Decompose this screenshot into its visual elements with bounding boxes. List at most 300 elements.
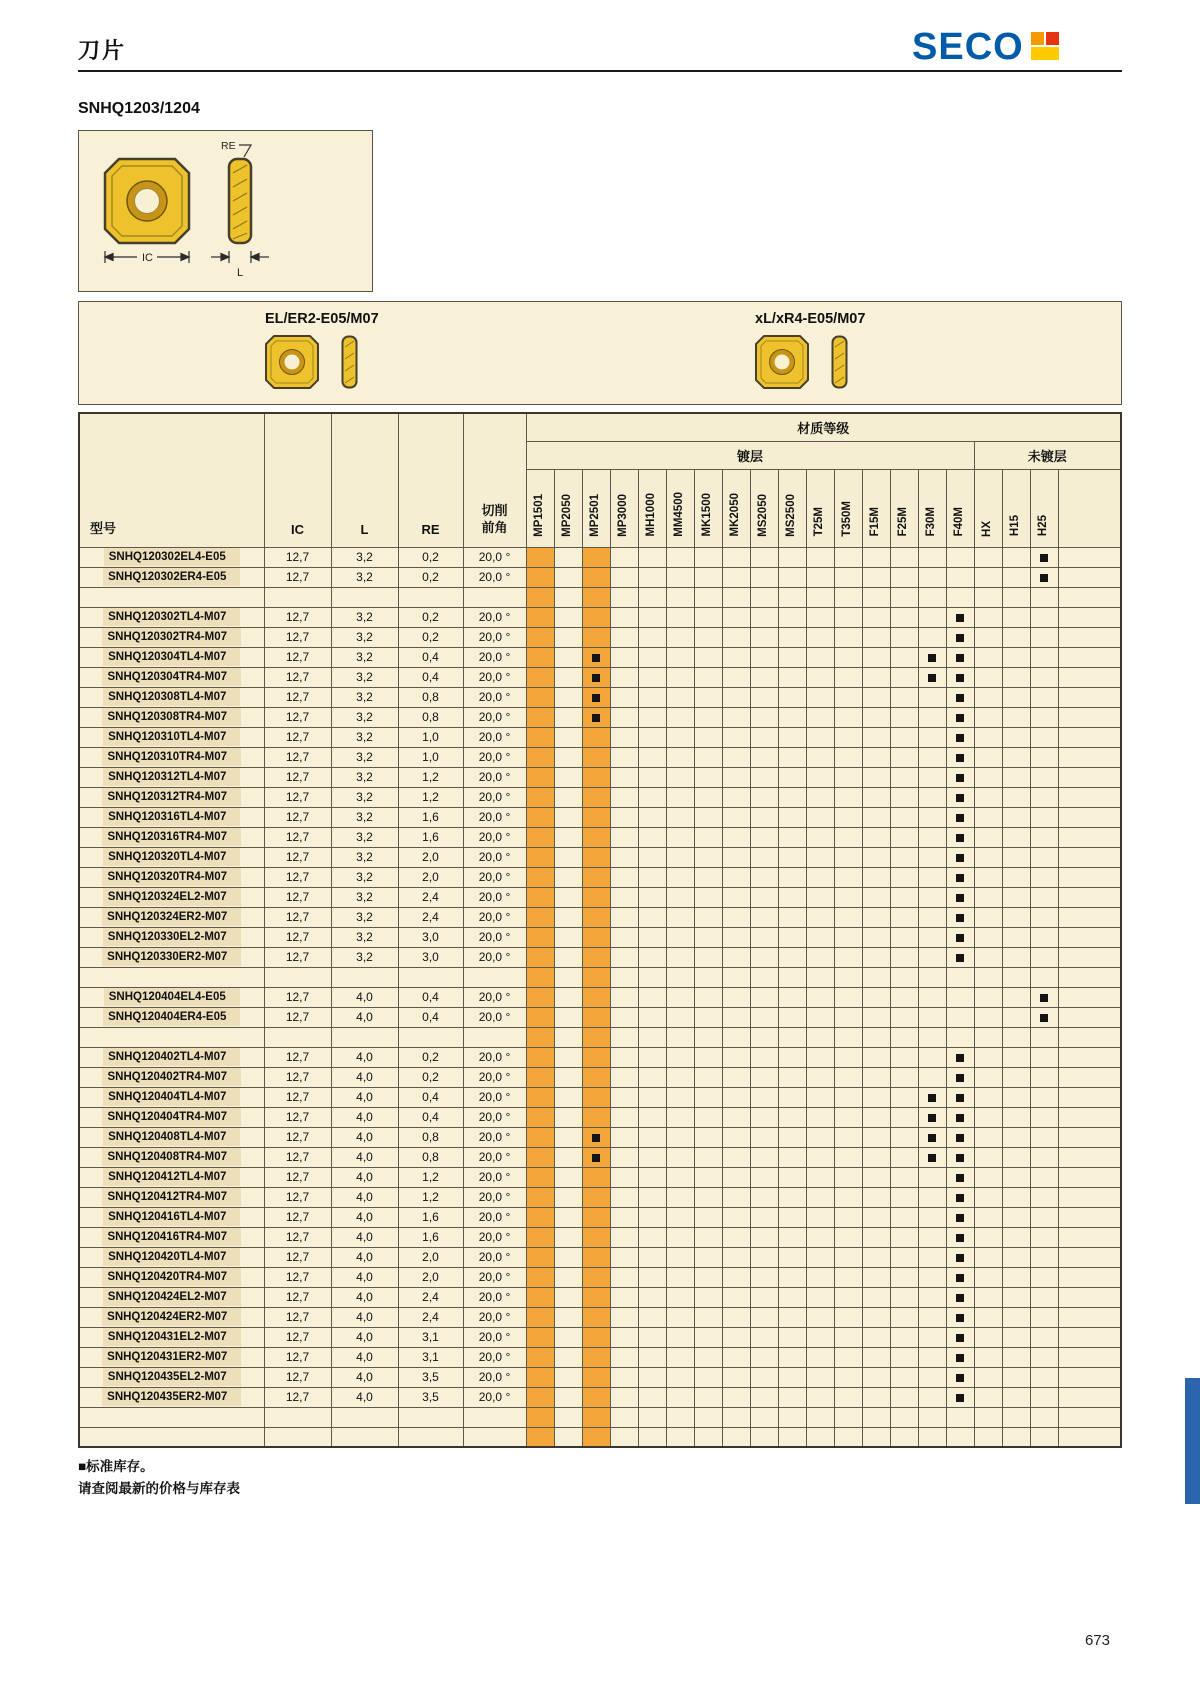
l-cell: 3,2 — [331, 887, 398, 907]
page-edge-tab — [1185, 1378, 1200, 1504]
stock-mark — [956, 1234, 964, 1242]
grade-cell-mk1500 — [694, 1227, 722, 1247]
grade-cell-f15m — [862, 687, 890, 707]
grade-cell-mk1500 — [694, 1387, 722, 1407]
grade-cell-mm4500 — [666, 887, 694, 907]
grade-cell-mh1000 — [638, 1127, 666, 1147]
angle-cell: 20,0 ° — [463, 907, 526, 927]
stock-mark — [928, 1114, 936, 1122]
model-cell — [79, 1247, 264, 1267]
grade-cell-t350m — [834, 1347, 862, 1367]
grade-cell-ms2500 — [778, 967, 806, 987]
grade-cell-f30m — [918, 547, 946, 567]
angle-cell — [463, 967, 526, 987]
grade-cell-f15m — [862, 1267, 890, 1287]
grade-cell-h15 — [1002, 547, 1030, 567]
grade-cell-mm4500 — [666, 1207, 694, 1227]
model-designation: SNHQ120316TR4-M07 — [102, 828, 241, 846]
filler-cell — [1058, 927, 1121, 947]
grade-cell-mp2501 — [582, 987, 610, 1007]
grade-cell-mh1000 — [638, 867, 666, 887]
filler-cell — [1058, 767, 1121, 787]
re-cell: 0,4 — [398, 1087, 463, 1107]
grade-cell-mp3000 — [610, 607, 638, 627]
grade-cell-h25 — [1030, 1067, 1058, 1087]
re-cell: 2,4 — [398, 1307, 463, 1327]
grade-cell-hx — [974, 1067, 1002, 1087]
grade-cell-h25 — [1030, 1207, 1058, 1227]
grade-cell-ms2050 — [750, 927, 778, 947]
grade-cell-mp3000 — [610, 707, 638, 727]
grade-cell-f15m — [862, 947, 890, 967]
grade-cell-hx — [974, 967, 1002, 987]
grade-cell-t350m — [834, 567, 862, 587]
grade-cell-hx — [974, 1347, 1002, 1367]
grade-cell-mp2501 — [582, 1047, 610, 1067]
grade-cell-mp1501 — [526, 687, 554, 707]
grade-cell-f25m — [890, 1207, 918, 1227]
variant-right-label: xL/xR4-E05/M07 — [755, 311, 866, 327]
ic-cell: 12,7 — [264, 1067, 331, 1087]
grade-col-header-mh1000 — [638, 469, 666, 547]
grade-cell-h25 — [1030, 1027, 1058, 1047]
ic-cell: 12,7 — [264, 1307, 331, 1327]
table-row — [79, 867, 1121, 887]
grade-cell-mm4500 — [666, 547, 694, 567]
table-row — [79, 627, 1121, 647]
grade-cell-mm4500 — [666, 1147, 694, 1167]
grade-cell-t25m — [806, 1047, 834, 1067]
grade-cell-t350m — [834, 847, 862, 867]
rake-angle-line2: 前角 — [481, 519, 508, 535]
grade-cell-mh1000 — [638, 687, 666, 707]
model-designation: SNHQ120404TL4-M07 — [103, 1088, 240, 1106]
l-cell: 4,0 — [331, 1327, 398, 1347]
angle-cell: 20,0 ° — [463, 1247, 526, 1267]
grade-cell-f15m — [862, 1007, 890, 1027]
grade-cell-mh1000 — [638, 1307, 666, 1327]
grade-cell-mk2050 — [722, 1127, 750, 1147]
grade-cell-t350m — [834, 787, 862, 807]
model-designation: SNHQ120308TR4-M07 — [102, 708, 241, 726]
grade-cell-mp3000 — [610, 1027, 638, 1047]
grade-cell-mp2050 — [554, 1307, 582, 1327]
grade-cell-hx — [974, 927, 1002, 947]
grade-cell-mp2050 — [554, 1087, 582, 1107]
stock-mark — [956, 1094, 964, 1102]
grade-cell-f15m — [862, 627, 890, 647]
grade-cell-mp3000 — [610, 947, 638, 967]
grade-cell-f25m — [890, 827, 918, 847]
model-designation: SNHQ120324ER2-M07 — [102, 908, 241, 926]
angle-cell: 20,0 ° — [463, 947, 526, 967]
model-designation: SNHQ120302ER4-E05 — [103, 568, 240, 586]
grade-cell-t350m — [834, 1147, 862, 1167]
ic-cell: 12,7 — [264, 987, 331, 1007]
grade-cell-h15 — [1002, 627, 1030, 647]
table-row — [79, 1347, 1121, 1367]
grade-cell-mp3000 — [610, 1187, 638, 1207]
grade-cell-t25m — [806, 667, 834, 687]
angle-cell: 20,0 ° — [463, 987, 526, 1007]
grade-cell-hx — [974, 827, 1002, 847]
grade-cell-f40m — [946, 1027, 974, 1047]
grade-cell-h15 — [1002, 787, 1030, 807]
grade-cell-mp1501 — [526, 707, 554, 727]
ic-cell: 12,7 — [264, 1147, 331, 1167]
grade-cell-h15 — [1002, 907, 1030, 927]
grade-cell-mh1000 — [638, 1047, 666, 1067]
grade-cell-f40m — [946, 827, 974, 847]
grade-cell-mm4500 — [666, 1127, 694, 1147]
grade-cell-mp2501 — [582, 827, 610, 847]
model-cell — [79, 607, 264, 627]
grade-cell-t350m — [834, 987, 862, 1007]
grade-cell-h15 — [1002, 647, 1030, 667]
grade-cell-f30m — [918, 1427, 946, 1447]
grade-cell-f25m — [890, 667, 918, 687]
grade-cell-mk2050 — [722, 1067, 750, 1087]
grade-cell-t25m — [806, 607, 834, 627]
grade-cell-ms2050 — [750, 1367, 778, 1387]
grade-cell-mp2050 — [554, 1327, 582, 1347]
band-uncoated: 未镀层 — [974, 441, 1121, 469]
grade-cell-mp2501 — [582, 867, 610, 887]
grade-cell-mp3000 — [610, 627, 638, 647]
grade-cell-mh1000 — [638, 1187, 666, 1207]
grade-cell-t25m — [806, 947, 834, 967]
grade-cell-f25m — [890, 767, 918, 787]
grade-cell-f15m — [862, 587, 890, 607]
stock-mark — [956, 934, 964, 942]
angle-cell: 20,0 ° — [463, 887, 526, 907]
grade-cell-f25m — [890, 1127, 918, 1147]
grade-cell-mk1500 — [694, 567, 722, 587]
grade-cell-mp2050 — [554, 587, 582, 607]
grade-cell-h25 — [1030, 1247, 1058, 1267]
l-cell: 3,2 — [331, 907, 398, 927]
grade-cell-mk2050 — [722, 1027, 750, 1047]
stock-mark — [928, 1134, 936, 1142]
grade-cell-mk1500 — [694, 1047, 722, 1067]
grade-cell-ms2050 — [750, 787, 778, 807]
filler-cell — [1058, 947, 1121, 967]
re-cell: 0,4 — [398, 1007, 463, 1027]
grade-cell-mp2050 — [554, 907, 582, 927]
model-cell — [79, 627, 264, 647]
grade-cell-f25m — [890, 987, 918, 1007]
grade-cell-mp3000 — [610, 667, 638, 687]
l-cell: 4,0 — [331, 1127, 398, 1147]
filler-cell — [1058, 1247, 1121, 1267]
l-dimension — [211, 251, 269, 263]
stock-mark — [592, 674, 600, 682]
filler-cell — [1058, 1027, 1121, 1047]
grade-cell-mp1501 — [526, 1287, 554, 1307]
grade-cell-hx — [974, 1027, 1002, 1047]
grade-cell-t350m — [834, 1107, 862, 1127]
grade-cell-mp2050 — [554, 1127, 582, 1147]
ic-cell: 12,7 — [264, 887, 331, 907]
grade-cell-f25m — [890, 1307, 918, 1327]
grade-cell-f25m — [890, 1167, 918, 1187]
grade-cell-f40m — [946, 1387, 974, 1407]
grade-cell-ms2500 — [778, 987, 806, 1007]
grade-cell-mp3000 — [610, 687, 638, 707]
table-row — [79, 1167, 1121, 1187]
rake-angle-line1: 切削 — [481, 502, 508, 518]
angle-cell: 20,0 ° — [463, 1387, 526, 1407]
grade-cell-t350m — [834, 807, 862, 827]
grade-cell-mp2501 — [582, 627, 610, 647]
grade-cell-mk1500 — [694, 587, 722, 607]
grade-cell-ms2050 — [750, 1047, 778, 1067]
model-cell — [79, 1127, 264, 1147]
filler-cell — [1058, 1267, 1121, 1287]
l-cell: 3,2 — [331, 787, 398, 807]
grade-cell-ms2500 — [778, 1147, 806, 1167]
header-row-top — [79, 413, 1121, 441]
model-cell — [79, 827, 264, 847]
insert-face-view — [105, 159, 189, 243]
table-row — [79, 1127, 1121, 1147]
filler-cell — [1058, 987, 1121, 1007]
grade-cell-f25m — [890, 907, 918, 927]
grade-cell-h15 — [1002, 827, 1030, 847]
grade-cell-t350m — [834, 627, 862, 647]
grade-cell-f25m — [890, 1187, 918, 1207]
grade-cell-mp1501 — [526, 927, 554, 947]
grade-cell-mk1500 — [694, 747, 722, 767]
angle-cell — [463, 1407, 526, 1427]
grade-cell-f15m — [862, 767, 890, 787]
model-designation: SNHQ120316TL4-M07 — [103, 808, 240, 826]
grade-cell-mp1501 — [526, 1127, 554, 1147]
grade-cell-mp2501 — [582, 567, 610, 587]
grade-cell-mp2050 — [554, 1367, 582, 1387]
grade-cell-mp2501 — [582, 1007, 610, 1027]
grade-cell-t25m — [806, 847, 834, 867]
grade-cell-hx — [974, 847, 1002, 867]
grade-cell-h15 — [1002, 1287, 1030, 1307]
grade-cell-mp3000 — [610, 1067, 638, 1087]
grade-cell-ms2050 — [750, 987, 778, 1007]
grade-cell-f30m — [918, 927, 946, 947]
grade-cell-ms2050 — [750, 1087, 778, 1107]
grade-cell-h25 — [1030, 707, 1058, 727]
grade-cell-ms2500 — [778, 1167, 806, 1187]
grade-cell-hx — [974, 1367, 1002, 1387]
grade-cell-f30m — [918, 1047, 946, 1067]
stock-mark — [956, 634, 964, 642]
grade-cell-mp2501 — [582, 787, 610, 807]
grade-cell-h25 — [1030, 967, 1058, 987]
grade-cell-mk2050 — [722, 667, 750, 687]
filler-cell — [1058, 1167, 1121, 1187]
model-cell — [79, 1027, 264, 1047]
grade-cell-ms2050 — [750, 647, 778, 667]
grade-cell-mp2050 — [554, 1427, 582, 1447]
grade-cell-ms2050 — [750, 707, 778, 727]
grade-cell-ms2500 — [778, 887, 806, 907]
grade-cell-f40m — [946, 727, 974, 747]
grade-cell-h15 — [1002, 1227, 1030, 1247]
grade-cell-mp1501 — [526, 1307, 554, 1327]
grade-cell-mk2050 — [722, 587, 750, 607]
re-cell: 3,0 — [398, 947, 463, 967]
model-cell — [79, 1367, 264, 1387]
grade-cell-f25m — [890, 927, 918, 947]
table-row — [79, 1107, 1121, 1127]
table-row — [79, 1327, 1121, 1347]
grade-label: H25 — [1037, 515, 1050, 537]
grade-cell-h15 — [1002, 1027, 1030, 1047]
grade-cell-mm4500 — [666, 987, 694, 1007]
grade-cell-mp2501 — [582, 647, 610, 667]
grade-cell-f15m — [862, 907, 890, 927]
grade-cell-t25m — [806, 767, 834, 787]
l-cell: 4,0 — [331, 1227, 398, 1247]
grade-cell-mp2501 — [582, 1107, 610, 1127]
grade-cell-f40m — [946, 647, 974, 667]
l-cell: 3,2 — [331, 867, 398, 887]
grade-cell-f15m — [862, 1207, 890, 1227]
grade-cell-mp2501 — [582, 967, 610, 987]
model-cell — [79, 1387, 264, 1407]
grade-cell-hx — [974, 1267, 1002, 1287]
stock-mark — [1040, 994, 1048, 1002]
table-row — [79, 887, 1121, 907]
grade-cell-mh1000 — [638, 1287, 666, 1307]
grade-cell-mk1500 — [694, 707, 722, 727]
l-cell: 3,2 — [331, 687, 398, 707]
model-cell — [79, 867, 264, 887]
grade-cell-hx — [974, 707, 1002, 727]
grade-label: HX — [981, 520, 994, 537]
variant-banner — [78, 301, 1122, 405]
grade-cell-mk1500 — [694, 1207, 722, 1227]
stock-mark — [592, 1154, 600, 1162]
grade-cell-mk2050 — [722, 947, 750, 967]
grade-cell-h15 — [1002, 1367, 1030, 1387]
stock-mark — [928, 674, 936, 682]
grade-col-header-mp1501 — [526, 469, 554, 547]
model-designation: SNHQ120304TR4-M07 — [102, 668, 241, 686]
filler-cell — [1058, 1427, 1121, 1447]
grade-cell-mm4500 — [666, 1287, 694, 1307]
stock-mark — [956, 1254, 964, 1262]
re-cell: 1,2 — [398, 1167, 463, 1187]
col-header-re: RE — [398, 413, 463, 547]
filler-cell — [1058, 847, 1121, 867]
grade-cell-mk2050 — [722, 1087, 750, 1107]
grade-cell-mm4500 — [666, 1187, 694, 1207]
re-cell: 3,5 — [398, 1367, 463, 1387]
grade-cell-f15m — [862, 1327, 890, 1347]
grade-cell-mp1501 — [526, 587, 554, 607]
grade-cell-hx — [974, 787, 1002, 807]
grade-cell-f30m — [918, 1067, 946, 1087]
grade-cell-f30m — [918, 947, 946, 967]
grade-cell-h15 — [1002, 1147, 1030, 1167]
l-cell: 4,0 — [331, 1387, 398, 1407]
model-cell — [79, 887, 264, 907]
re-cell: 0,8 — [398, 1147, 463, 1167]
spacer-row — [79, 967, 1121, 987]
ic-dimension-label: IC — [142, 252, 153, 264]
stock-mark — [956, 1274, 964, 1282]
grade-cell-hx — [974, 687, 1002, 707]
grade-cell-mh1000 — [638, 907, 666, 927]
grade-cell-mp1501 — [526, 1367, 554, 1387]
ic-cell: 12,7 — [264, 1227, 331, 1247]
model-designation: SNHQ120408TL4-M07 — [103, 1128, 240, 1146]
grade-cell-ms2050 — [750, 1287, 778, 1307]
angle-cell: 20,0 ° — [463, 1147, 526, 1167]
grade-cell-mp2050 — [554, 867, 582, 887]
grade-cell-f25m — [890, 1347, 918, 1367]
table-row — [79, 847, 1121, 867]
grade-cell-ms2500 — [778, 1347, 806, 1367]
l-cell — [331, 1407, 398, 1427]
grade-cell-mh1000 — [638, 587, 666, 607]
grade-cell-f40m — [946, 1007, 974, 1027]
grade-cell-hx — [974, 1327, 1002, 1347]
logo-square-yellow — [1031, 47, 1059, 60]
filler-cell — [1058, 627, 1121, 647]
grade-cell-f40m — [946, 847, 974, 867]
grade-cell-hx — [974, 647, 1002, 667]
grade-cell-mh1000 — [638, 767, 666, 787]
model-designation: SNHQ120412TL4-M07 — [103, 1168, 240, 1186]
table-row — [79, 707, 1121, 727]
grade-cell-ms2500 — [778, 1127, 806, 1147]
grade-cell-mm4500 — [666, 1247, 694, 1267]
grade-col-header-h15 — [1002, 469, 1030, 547]
grade-cell-f25m — [890, 1067, 918, 1087]
grade-cell-t350m — [834, 1167, 862, 1187]
grade-cell-f30m — [918, 1227, 946, 1247]
grade-cell-f30m — [918, 687, 946, 707]
model-designation: SNHQ120416TL4-M07 — [103, 1208, 240, 1226]
ic-cell: 12,7 — [264, 547, 331, 567]
grade-cell-mp3000 — [610, 1287, 638, 1307]
grade-cell-t350m — [834, 887, 862, 907]
grade-cell-mp2050 — [554, 807, 582, 827]
grade-cell-f40m — [946, 1087, 974, 1107]
grade-cell-mk1500 — [694, 1167, 722, 1187]
grade-col-header-mk1500 — [694, 469, 722, 547]
model-cell — [79, 1327, 264, 1347]
filler-cell — [1058, 1367, 1121, 1387]
grade-cell-mm4500 — [666, 567, 694, 587]
grade-cell-mk2050 — [722, 787, 750, 807]
grade-cell-mp2501 — [582, 1427, 610, 1447]
table-row — [79, 1087, 1121, 1107]
grade-cell-ms2500 — [778, 667, 806, 687]
grade-cell-f15m — [862, 727, 890, 747]
grade-cell-ms2500 — [778, 747, 806, 767]
grade-cell-mk2050 — [722, 1267, 750, 1287]
grade-cell-t350m — [834, 1007, 862, 1027]
stock-mark — [956, 814, 964, 822]
grade-cell-t25m — [806, 587, 834, 607]
grade-cell-mk2050 — [722, 727, 750, 747]
grade-cell-hx — [974, 1387, 1002, 1407]
model-designation: SNHQ120310TR4-M07 — [102, 748, 241, 766]
angle-cell: 20,0 ° — [463, 607, 526, 627]
grade-cell-mk2050 — [722, 567, 750, 587]
